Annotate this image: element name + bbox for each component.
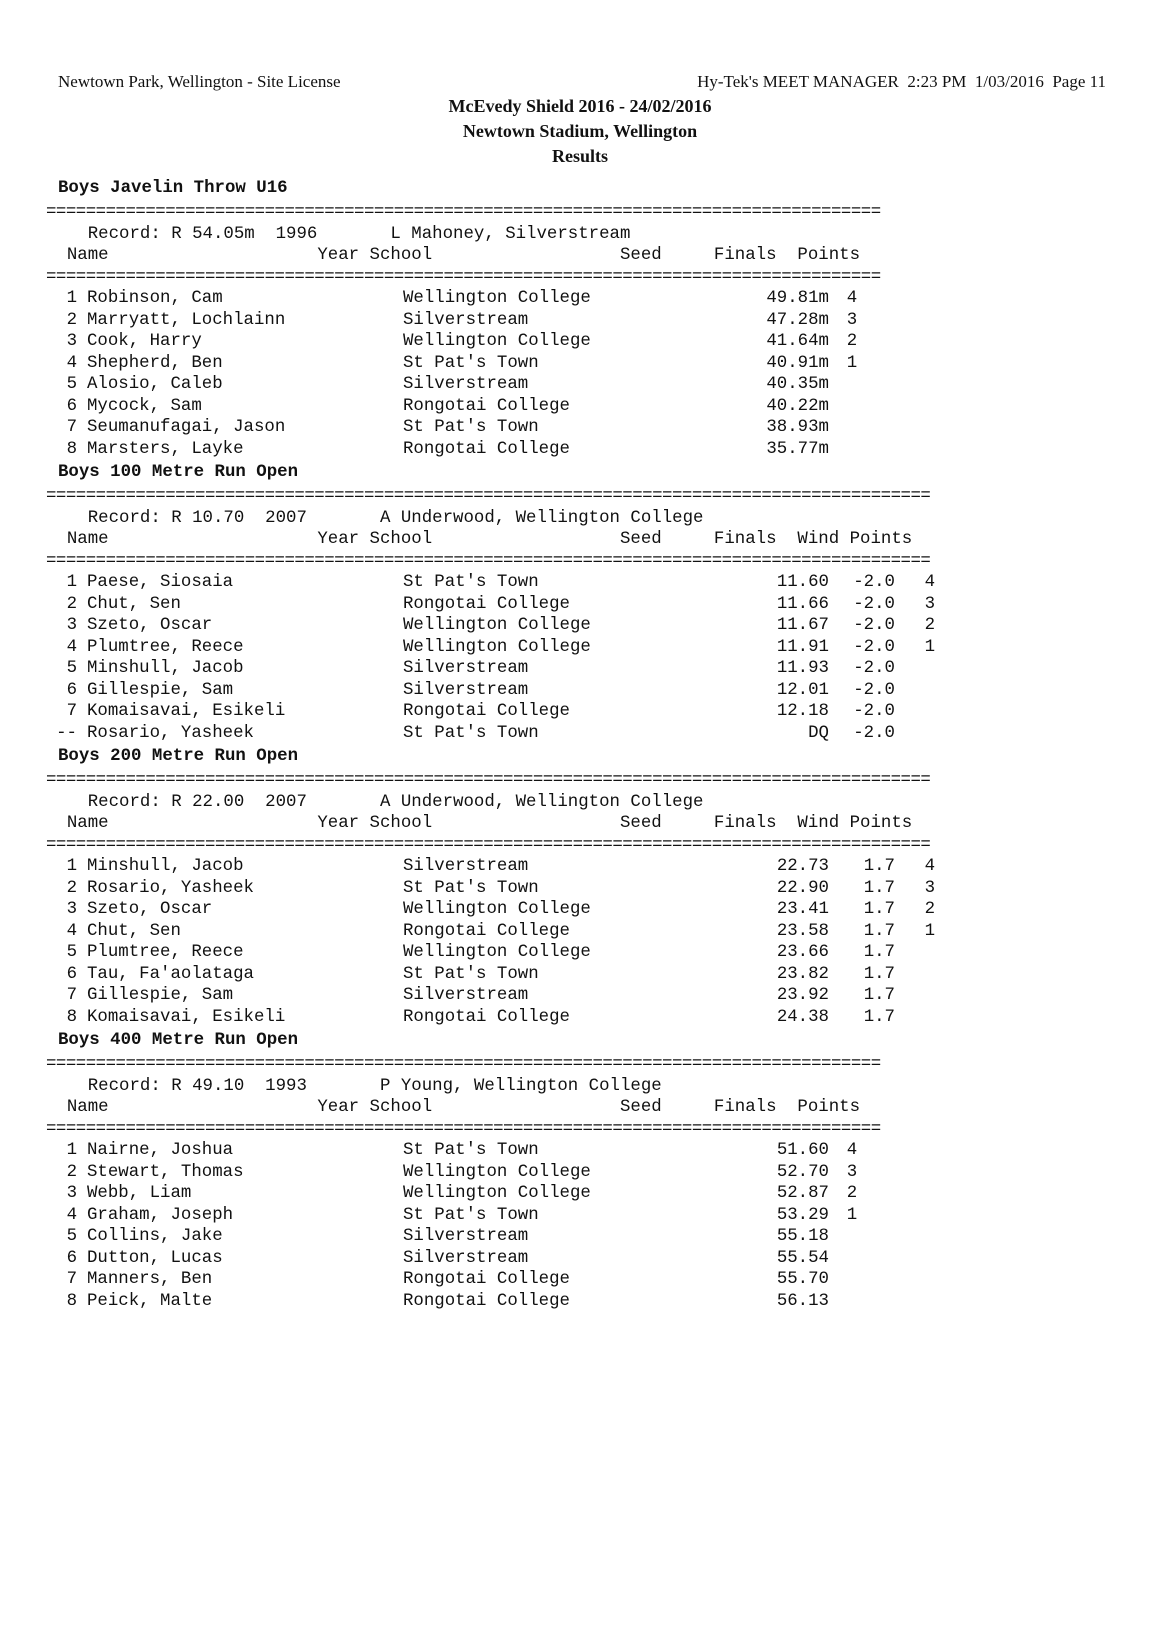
school-cell: Silverstream <box>403 680 529 700</box>
athlete-name: Szeto, Oscar <box>87 900 213 919</box>
points-cell: 3 <box>846 1162 858 1182</box>
points-cell: 4 <box>924 857 935 876</box>
event-title: Boys 400 Metre Run Open <box>58 1031 299 1050</box>
rule-line: ========================================================================================= <box>46 487 931 506</box>
athlete-name: Komaisavai, Esikeli <box>87 702 286 721</box>
athlete-name: Rosario, Yasheek <box>87 878 254 898</box>
athlete-name: Minshull, Jacob <box>87 659 244 678</box>
result-row <box>46 572 935 594</box>
points-cell: 1 <box>846 353 858 373</box>
result-row <box>46 964 935 986</box>
school-cell: St Pat's Town <box>403 964 539 984</box>
place-cell: 2 <box>66 1162 77 1182</box>
result-row <box>46 288 935 310</box>
school-cell: Wellington College <box>403 900 591 919</box>
page-titles <box>0 94 1160 169</box>
school-cell: St Pat's Town <box>403 1205 539 1225</box>
school-cell: Rongotai College <box>403 396 570 416</box>
place-cell: 6 <box>66 1248 77 1268</box>
place-cell: 3 <box>66 332 77 351</box>
place-cell: 5 <box>66 659 77 678</box>
result-row <box>46 439 935 461</box>
place-cell: 1 <box>66 1141 77 1160</box>
record-line: Record: R 49.10 1993 P Young, Wellington College <box>46 1076 662 1096</box>
athlete-name: Marryatt, Lochlainn <box>87 310 286 330</box>
athlete-name: Plumtree, Reece <box>87 637 244 657</box>
finals-cell: 38.93m <box>766 418 829 437</box>
school-cell: Wellington College <box>403 332 591 351</box>
meet-manager-info: Hy-Tek's MEET MANAGER 2:23 PM 1/03/2016 Page 11 <box>697 72 1106 91</box>
column-header: Name Year School Seed Finals Points <box>46 246 861 265</box>
result-row <box>46 899 935 921</box>
school-cell: Rongotai College <box>403 702 570 721</box>
event-section <box>46 176 935 460</box>
result-row <box>46 658 935 680</box>
result-row <box>46 1162 935 1184</box>
place-cell: 6 <box>66 396 77 416</box>
place-cell: 1 <box>66 289 77 308</box>
event-section <box>46 460 935 744</box>
place-cell: 6 <box>66 964 77 984</box>
result-row <box>46 594 935 616</box>
result-row <box>46 396 935 418</box>
finals-cell: 22.73 <box>776 857 829 876</box>
athlete-name: Komaisavai, Esikeli <box>87 1007 286 1027</box>
finals-cell: 55.18 <box>776 1227 829 1246</box>
athlete-name: Collins, Jake <box>87 1227 223 1246</box>
school-cell: Silverstream <box>403 986 529 1005</box>
athlete-name: Plumtree, Reece <box>87 943 244 962</box>
school-cell: Silverstream <box>403 375 529 394</box>
venue-title: Newtown Stadium, Wellington <box>462 121 698 141</box>
finals-cell: 52.70 <box>776 1162 829 1182</box>
points-cell: 3 <box>846 310 858 330</box>
finals-cell: 53.29 <box>776 1205 829 1225</box>
points-cell: 2 <box>924 616 935 635</box>
place-cell: 2 <box>66 594 77 614</box>
school-cell: Wellington College <box>403 1162 591 1182</box>
school-cell: Rongotai College <box>403 439 570 459</box>
place-cell: 4 <box>66 353 77 373</box>
finals-cell: 11.91 <box>776 637 829 657</box>
place-cell: 2 <box>66 310 77 330</box>
points-cell: 2 <box>846 1184 858 1203</box>
result-row <box>46 310 935 332</box>
school-cell: Rongotai College <box>403 1007 570 1027</box>
meet-title: McEvedy Shield 2016 - 24/02/2016 <box>448 96 712 116</box>
finals-cell: DQ <box>808 723 829 743</box>
wind-cell: 1.7 <box>863 986 895 1005</box>
results-title: Results <box>551 146 608 166</box>
wind-cell: 1.7 <box>863 921 895 941</box>
record-line: Record: R 54.05m 1996 L Mahoney, Silverstream <box>46 224 631 244</box>
points-cell: 4 <box>846 1141 858 1160</box>
place-cell: 3 <box>66 1184 77 1203</box>
athlete-name: Stewart, Thomas <box>87 1162 244 1182</box>
result-row <box>46 878 935 900</box>
athlete-name: Manners, Ben <box>87 1270 213 1289</box>
result-row <box>46 1140 935 1162</box>
wind-cell: -2.0 <box>853 637 895 657</box>
finals-cell: 55.54 <box>776 1248 829 1268</box>
result-row <box>46 615 935 637</box>
place-cell: 7 <box>66 986 77 1005</box>
school-cell: Silverstream <box>403 1227 529 1246</box>
result-row <box>46 1183 935 1205</box>
wind-cell: 1.7 <box>863 964 895 984</box>
wind-cell: -2.0 <box>853 702 895 721</box>
record-line: Record: R 10.70 2007 A Underwood, Wellington College <box>46 508 704 528</box>
wind-cell: -2.0 <box>853 594 895 614</box>
finals-cell: 23.82 <box>776 964 829 984</box>
finals-cell: 40.35m <box>766 375 829 394</box>
points-cell: 4 <box>924 573 935 592</box>
athlete-name: Tau, Fa'aolataga <box>87 964 254 984</box>
athlete-name: Gillespie, Sam <box>87 986 234 1005</box>
events-container <box>46 176 935 1312</box>
result-row <box>46 942 935 964</box>
place-cell: 4 <box>66 921 77 941</box>
result-row <box>46 680 935 702</box>
finals-cell: 23.41 <box>776 900 829 919</box>
rule-line: ==================================================================================== <box>46 1119 881 1139</box>
event-title: Boys 100 Metre Run Open <box>58 463 299 482</box>
rule-line: ==================================================================================== <box>46 267 881 287</box>
school-cell: St Pat's Town <box>403 418 539 437</box>
athlete-name: Szeto, Oscar <box>87 616 213 635</box>
finals-cell: 40.91m <box>766 353 829 373</box>
finals-cell: 11.60 <box>776 573 829 592</box>
column-header: Name Year School Seed Finals Points <box>46 1098 861 1117</box>
athlete-name: Mycock, Sam <box>87 396 202 416</box>
column-header: Name Year School Seed Finals Wind Points <box>46 814 913 833</box>
wind-cell: -2.0 <box>853 616 895 635</box>
school-cell: Silverstream <box>403 857 529 876</box>
place-cell: 1 <box>66 857 77 876</box>
points-cell: 3 <box>924 594 935 614</box>
school-cell: Wellington College <box>403 289 591 308</box>
result-row <box>46 637 935 659</box>
result-row <box>46 701 935 723</box>
result-row <box>46 1269 935 1291</box>
points-cell: 2 <box>924 900 935 919</box>
points-cell: 4 <box>846 289 858 308</box>
finals-cell: 51.60 <box>776 1141 829 1160</box>
athlete-name: Peick, Malte <box>87 1291 213 1311</box>
finals-cell: 40.22m <box>766 396 829 416</box>
athlete-name: Minshull, Jacob <box>87 857 244 876</box>
finals-cell: 55.70 <box>776 1270 829 1289</box>
finals-cell: 49.81m <box>766 289 829 308</box>
place-cell: 7 <box>66 418 77 437</box>
athlete-name: Webb, Liam <box>87 1184 192 1203</box>
points-cell: 2 <box>846 332 858 351</box>
points-cell: 1 <box>924 921 935 941</box>
site-license-text: Newtown Park, Wellington - Site License <box>58 72 341 91</box>
place-cell: 8 <box>66 1007 77 1027</box>
athlete-name: Paese, Siosaia <box>87 573 234 592</box>
column-header: Name Year School Seed Finals Wind Points <box>46 530 913 549</box>
finals-cell: 24.38 <box>776 1007 829 1027</box>
finals-cell: 56.13 <box>776 1291 829 1311</box>
event-title: Boys 200 Metre Run Open <box>58 747 299 766</box>
place-cell: 4 <box>66 637 77 657</box>
athlete-name: Cook, Harry <box>87 332 202 351</box>
school-cell: Silverstream <box>403 1248 529 1268</box>
place-cell: 3 <box>66 616 77 635</box>
school-cell: Wellington College <box>403 1184 591 1203</box>
place-cell: 8 <box>66 439 77 459</box>
event-section <box>46 744 935 1028</box>
athlete-name: Graham, Joseph <box>87 1205 234 1225</box>
result-row <box>46 353 935 375</box>
athlete-name: Chut, Sen <box>87 921 181 941</box>
school-cell: St Pat's Town <box>403 353 539 373</box>
school-cell: Silverstream <box>403 659 529 678</box>
result-row <box>46 1226 935 1248</box>
school-cell: Silverstream <box>403 310 529 330</box>
place-cell: 5 <box>66 943 77 962</box>
place-cell: 6 <box>66 680 77 700</box>
result-row <box>46 417 935 439</box>
finals-cell: 12.18 <box>776 702 829 721</box>
result-row <box>46 723 935 745</box>
athlete-name: Seumanufagai, Jason <box>87 418 286 437</box>
school-cell: Wellington College <box>403 637 591 657</box>
place-cell: 7 <box>66 702 77 721</box>
wind-cell: 1.7 <box>863 878 895 898</box>
athlete-name: Gillespie, Sam <box>87 680 234 700</box>
place-cell: 1 <box>66 573 77 592</box>
wind-cell: -2.0 <box>853 659 895 678</box>
school-cell: Wellington College <box>403 943 591 962</box>
event-title: Boys Javelin Throw U16 <box>58 179 288 198</box>
school-cell: Rongotai College <box>403 1270 570 1289</box>
result-row <box>46 1007 935 1029</box>
athlete-name: Marsters, Layke <box>87 439 244 459</box>
place-cell: 5 <box>66 375 77 394</box>
school-cell: St Pat's Town <box>403 878 539 898</box>
finals-cell: 52.87 <box>776 1184 829 1203</box>
result-row <box>46 1291 935 1313</box>
result-row <box>46 985 935 1007</box>
wind-cell: 1.7 <box>863 857 895 876</box>
wind-cell: -2.0 <box>853 723 895 743</box>
athlete-name: Shepherd, Ben <box>87 353 223 373</box>
result-row <box>46 331 935 353</box>
rule-line: ========================================================================================= <box>46 835 931 855</box>
finals-cell: 47.28m <box>766 310 829 330</box>
place-cell: 7 <box>66 1270 77 1289</box>
school-cell: Rongotai College <box>403 1291 570 1311</box>
school-cell: St Pat's Town <box>403 573 539 592</box>
points-cell: 1 <box>846 1205 858 1225</box>
place-cell: 2 <box>66 878 77 898</box>
athlete-name: Dutton, Lucas <box>87 1248 223 1268</box>
athlete-name: Robinson, Cam <box>87 289 223 308</box>
finals-cell: 11.93 <box>776 659 829 678</box>
wind-cell: 1.7 <box>863 900 895 919</box>
result-row <box>46 1248 935 1270</box>
school-cell: Wellington College <box>403 616 591 635</box>
place-cell: -- <box>56 723 77 743</box>
finals-cell: 22.90 <box>776 878 829 898</box>
place-cell: 5 <box>66 1227 77 1246</box>
school-cell: St Pat's Town <box>403 1141 539 1160</box>
finals-cell: 23.58 <box>776 921 829 941</box>
school-cell: Rongotai College <box>403 594 570 614</box>
finals-cell: 23.92 <box>776 986 829 1005</box>
place-cell: 8 <box>66 1291 77 1311</box>
finals-cell: 23.66 <box>776 943 829 962</box>
athlete-name: Nairne, Joshua <box>87 1141 234 1160</box>
wind-cell: 1.7 <box>863 1007 895 1027</box>
rule-line: ========================================================================================= <box>46 551 931 571</box>
rule-line: ========================================================================================= <box>46 771 931 790</box>
wind-cell: -2.0 <box>853 573 895 592</box>
school-cell: St Pat's Town <box>403 723 539 743</box>
place-cell: 4 <box>66 1205 77 1225</box>
event-section <box>46 1028 935 1312</box>
rule-line: ==================================================================================== <box>46 1055 881 1074</box>
wind-cell: -2.0 <box>853 680 895 700</box>
finals-cell: 35.77m <box>766 439 829 459</box>
athlete-name: Alosio, Caleb <box>87 375 223 394</box>
finals-cell: 41.64m <box>766 332 829 351</box>
athlete-name: Chut, Sen <box>87 594 181 614</box>
athlete-name: Rosario, Yasheek <box>87 723 254 743</box>
wind-cell: 1.7 <box>863 943 895 962</box>
result-row <box>46 374 935 396</box>
points-cell: 3 <box>924 878 935 898</box>
rule-line: ==================================================================================== <box>46 203 881 222</box>
place-cell: 3 <box>66 900 77 919</box>
result-row <box>46 921 935 943</box>
result-row <box>46 1205 935 1227</box>
school-cell: Rongotai College <box>403 921 570 941</box>
finals-cell: 11.67 <box>776 616 829 635</box>
record-line: Record: R 22.00 2007 A Underwood, Wellington College <box>46 792 704 812</box>
result-row <box>46 856 935 878</box>
finals-cell: 11.66 <box>776 594 829 614</box>
finals-cell: 12.01 <box>776 680 829 700</box>
points-cell: 1 <box>924 637 935 657</box>
